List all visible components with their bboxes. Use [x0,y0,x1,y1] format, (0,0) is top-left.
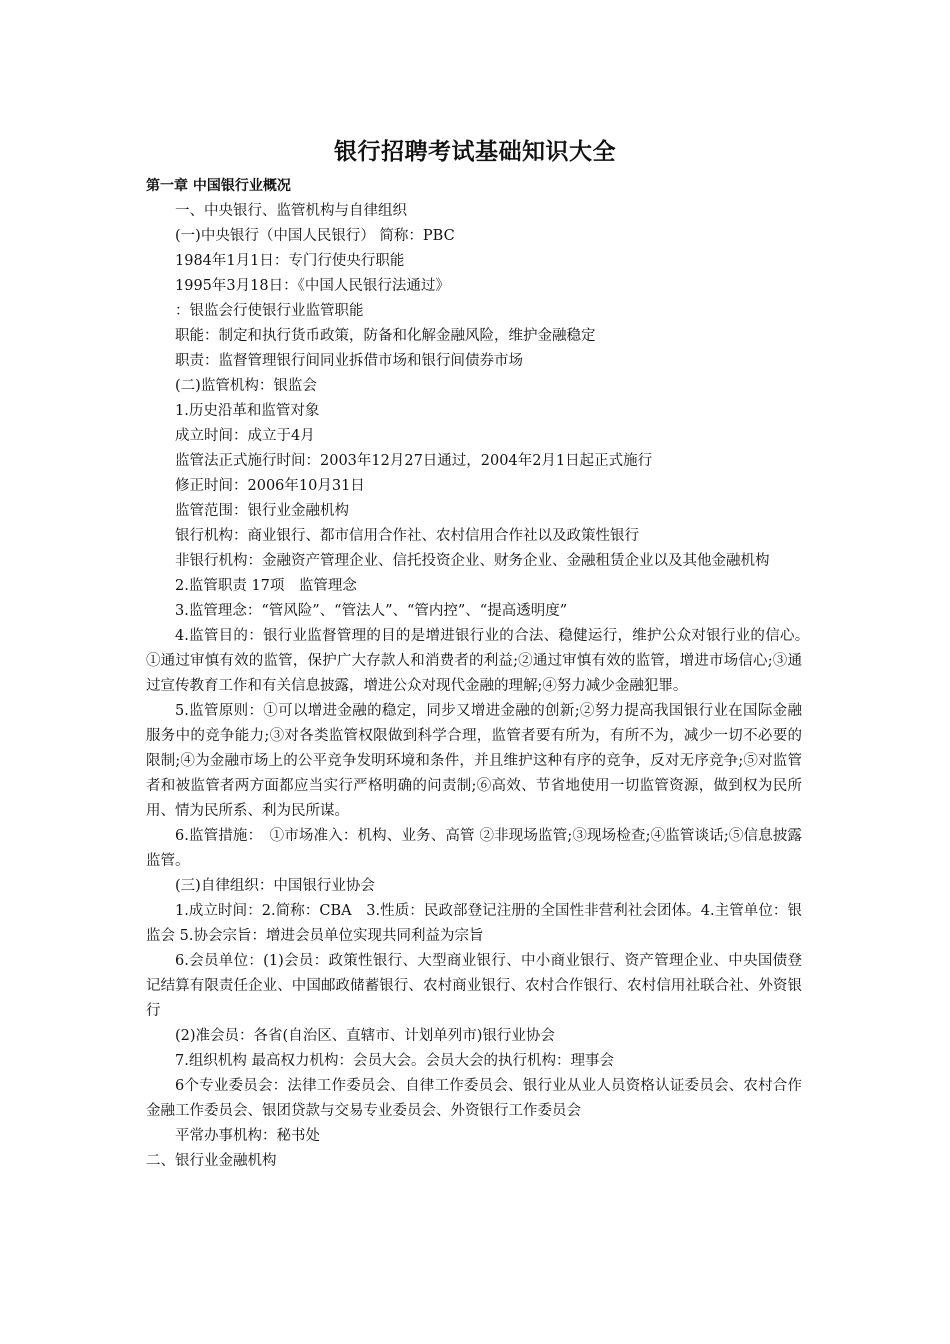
paragraph: 6个专业委员会：法律工作委员会、自律工作委员会、银行业从业人员资格认证委员会、农村合作金融工作委员会、银团贷款与交易专业委员会、外资银行工作委员会 [146,1078,802,1119]
document-body [146,174,817,1174]
paragraph: 职能：制定和执行货币政策，防备和化解金融风险，维护金融稳定 [175,328,596,344]
paragraph: 6.监管措施： ①市场准入：机构、业务、高管 ②非现场监管;③现场检查;④监管谈话;⑤信息披露监管。 [146,828,802,869]
paragraph: 7.组织机构 最高权力机构：会员大会。会员大会的执行机构：理事会 [175,1053,614,1069]
paragraph: 一、中央银行、监管机构与自律组织 [175,203,407,219]
paragraph: 监管范围：银行业金融机构 [175,503,349,519]
paragraph: (三)自律组织：中国银行业协会 [175,878,375,894]
paragraph: ：银监会行使银行业监管职能 [175,303,364,319]
paragraph: (一)中央银行（中国人民银行） 简称：PBC [175,228,455,244]
paragraph: 1.成立时间：2.简称：CBA 3.性质：民政部登记注册的全国性非营利社会团体。4.主管单位：银监会 5.协会宗旨：增进会员单位实现共同利益为宗旨 [146,903,802,944]
paragraph: 1995年3月18日：《中国人民银行法通过》 [175,278,450,294]
paragraph: 2.监管职责 17项 监管理念 [175,578,357,594]
paragraph: 1984年1月1日：专门行使央行职能 [175,253,405,269]
paragraph: 修正时间：2006年10月31日 [175,478,365,494]
document-title: 银行招聘考试基础知识大全 [334,139,616,165]
paragraph: 监管法正式施行时间：2003年12月27日通过，2004年2月1日起正式施行 [175,453,653,469]
paragraph: (2)准会员：各省(自治区、直辖市、计划单列市)银行业协会 [175,1028,555,1044]
paragraph: 成立时间：成立于4月 [175,428,315,444]
paragraph: 6.会员单位：(1)会员：政策性银行、大型商业银行、中小商业银行、资产管理企业、中央国债登记结算有限责任企业、中国邮政储蓄银行、农村商业银行、农村合作银行、农村信用社联合社、外资银行 [146,953,802,1019]
paragraph: (二)监管机构：银监会 [175,378,317,394]
paragraph: 5.监管原则：①可以增进金融的稳定，同步又增进金融的创新;②努力提高我国银行业在国际金融服务中的竞争能力;③对各类监管权限做到科学合理，监管者要有所为，有所不为，减少一切不必要的限制;④为金融市场上的公平竞争发明环境和条件，并且维护这种有序的竞争，反对无序竞争;⑤对监管者和被监管者两方面都应当实行严格明确的问责制;⑥高效、节省地使用一切监管资源，做到权为民所用、情为民所系、利为民所谋。 [146,703,802,819]
paragraph: 3.监管理念：“管风险”、“管法人”、“管内控”、“提高透明度” [175,603,568,619]
paragraph: 职责：监督管理银行间同业拆借市场和银行间债券市场 [175,353,523,369]
paragraph: 4.监管目的：银行业监督管理的目的是增进银行业的合法、稳健运行，维护公众对银行业的信心。 ①通过审慎有效的监管，保护广大存款人和消费者的利益;②通过审慎有效的监管，增进市场信心;③通过宣传教育工作和有关信息披露，增进公众对现代金融的理解;④努力减少金融犯罪。 [146,628,817,694]
paragraph: 银行机构：商业银行、都市信用合作社、农村信用合作社以及政策性银行 [175,528,639,544]
paragraph: 非银行机构：金融资产管理企业、信托投资企业、财务企业、金融租赁企业以及其他金融机构 [175,553,770,569]
paragraph: 平常办事机构：秘书处 [175,1128,320,1144]
paragraph: 1.历史沿革和监管对象 [175,403,320,419]
section-heading: 二、银行业金融机构 [146,1153,277,1169]
chapter-heading: 第一章 中国银行业概况 [146,178,291,194]
